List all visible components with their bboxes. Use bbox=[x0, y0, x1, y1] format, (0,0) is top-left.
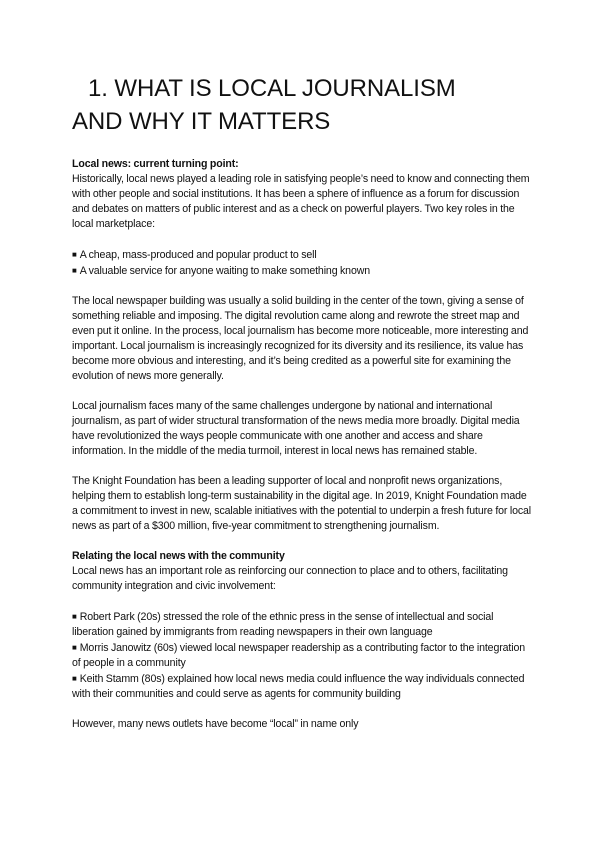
bullet-square-icon: ■ bbox=[72, 674, 77, 683]
section2-heading: Relating the local news with the community bbox=[72, 550, 285, 562]
section1-heading: Local news: current turning point: bbox=[72, 158, 239, 170]
document-page bbox=[72, 72, 534, 747]
section2-bullet-list bbox=[72, 609, 534, 702]
list-item: ■ Robert Park (20s) stressed the role of the ethnic press in the sense of intellectual and social liberation gained by immigrants from reading newspapers in their own language bbox=[72, 611, 494, 638]
paragraph-closing: However, many news outlets have become “local” in name only bbox=[72, 718, 359, 730]
bullet-square-icon: ■ bbox=[72, 266, 77, 275]
paragraph-knight-foundation: The Knight Foundation has been a leading supporter of local and nonprofit news organizations, helping them to establish long-term sustainability in the digital age. In 2019, Knight Foundation made a commitment to invest in new, scalable initiatives with the potential to underpin a fresh future for local news as part of a $300 million, five-year commitment to strengthening journalism. bbox=[72, 475, 532, 532]
section1-intro-block bbox=[72, 157, 534, 232]
bullet-square-icon: ■ bbox=[72, 612, 77, 621]
title-number: 1. bbox=[88, 75, 108, 102]
title-line-2: AND WHY IT MATTERS bbox=[72, 108, 331, 135]
list-item: ■ Morris Janowitz (60s) viewed local newspaper readership as a contributing factor to the integration of people in a community bbox=[72, 642, 526, 669]
title-line-1: WHAT IS LOCAL JOURNALISM bbox=[114, 75, 456, 102]
section1-bullet-list bbox=[72, 247, 534, 279]
section2-intro-block bbox=[72, 549, 534, 594]
section2-intro: Local news has an important role as reinforcing our connection to place and to others, facilitating community integration and civic involvement: bbox=[72, 565, 508, 592]
section1-intro: Historically, local news played a leading role in satisfying people’s need to know and connecting them with other people and social institutions. It has been a sphere of influence as a forum for discussion and debates on matters of public interest and as a check on powerful players. Two key roles in the local marketplace: bbox=[72, 173, 530, 230]
list-item: ■ A valuable service for anyone waiting to make something known bbox=[72, 265, 371, 277]
paragraph-challenges: Local journalism faces many of the same challenges undergone by national and international journalism, as part of wider structural transformation of the news media more broadly. Digital media have revolutionized the ways people communicate with one another and access and share information. In the middle of the media turmoil, interest in local news has remained stable. bbox=[72, 400, 520, 457]
bullet-square-icon: ■ bbox=[72, 643, 77, 652]
list-item: ■ Keith Stamm (80s) explained how local news media could influence the way individuals connected with their communities and could serve as agents for community building bbox=[72, 673, 525, 700]
list-item: ■ A cheap, mass-produced and popular product to sell bbox=[72, 249, 317, 261]
section-community bbox=[72, 549, 534, 732]
section-local-news-turning-point bbox=[72, 157, 534, 534]
paragraph-newspaper-building: The local newspaper building was usually a solid building in the center of the town, giving a sense of something reliable and imposing. The digital revolution came along and rewrote the street map and even put it online. In the process, local journalism has become more noticeable, more interesting and important. Local journalism is increasingly recognized for its diversity and its resilience, its value has become more obvious and interesting, and it’s being credited as a powerful site for examining the evolution of news more generally. bbox=[72, 295, 529, 382]
page-title bbox=[72, 72, 534, 138]
bullet-square-icon: ■ bbox=[72, 250, 77, 259]
